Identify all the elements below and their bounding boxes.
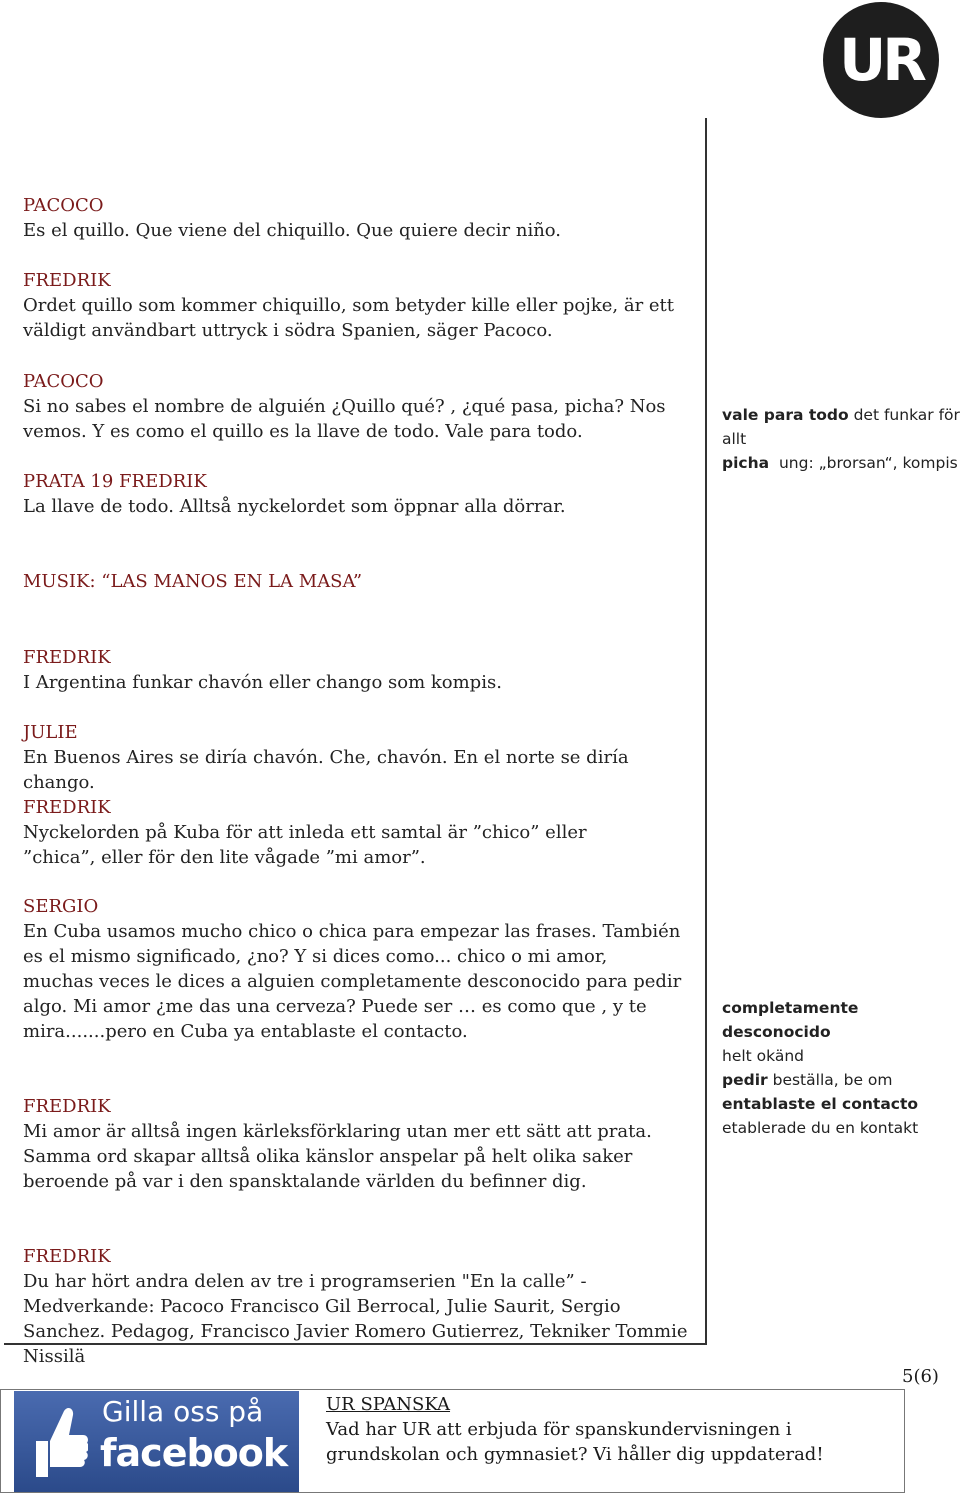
speaker-name: FREDRIK [23, 797, 111, 818]
glossary-box [722, 403, 960, 475]
ur-spanska-link[interactable]: UR SPANSKA [326, 1394, 451, 1415]
dialogue-text: Mi amor är alltså ingen kärleksförklaring utan mer ett sätt att prata. Samma ord skapar alltså olika känslor anspelar på helt olika saker beroende på var i den spansktalande världen du befinner dig. [23, 1121, 652, 1192]
gloss-meaning: ung: „brorsan“, kompis [778, 454, 958, 472]
gloss-meaning: helt okänd [722, 1047, 805, 1065]
dialogue-block [23, 369, 673, 444]
dialogue-block [23, 894, 683, 1044]
dialogue-text: Si no sabes el nombre de alguién ¿Quillo qué? , ¿qué pasa, picha? Nos vemos. Y es como el quillo es la llave de todo. Vale para todo. [23, 396, 666, 442]
dialogue-block [23, 268, 683, 343]
music-title: MUSIK: “LAS MANOS EN LA MASA” [23, 571, 363, 592]
dialogue-text: En Cuba usamos mucho chico o chica para empezar las frases. También es el mismo significado, ¿no? Y si dices como... chico o mi amor, muchas veces le dices a alguien completamente desconocido para pedir algo. Mi amor ¿me das una cerveza? Puede ser … es como que , y te mira.......pero en Cuba ya entablaste el contacto. [23, 921, 682, 1042]
gloss-meaning: etablerade du en kontakt [722, 1119, 919, 1137]
speaker-name: PACOCO [23, 371, 104, 392]
speaker-name: FREDRIK [23, 270, 111, 291]
speaker-name: FREDRIK [23, 647, 111, 668]
dialogue-block [23, 469, 703, 519]
logo-text: UR [839, 26, 923, 94]
facebook-wordmark: facebook [100, 1431, 288, 1475]
dialogue-block [23, 1244, 698, 1369]
dialogue-block [23, 1094, 663, 1194]
footer-text [326, 1392, 886, 1467]
gloss-term: pedir [722, 1071, 768, 1089]
gloss-term: picha [722, 454, 770, 472]
dialogue-block [23, 795, 663, 870]
speaker-name: PRATA 19 FREDRIK [23, 471, 207, 492]
dialogue-text: Du har hört andra delen av tre i programserien "En la calle” - Medverkande: Pacoco Francisco Gil Berrocal, Julie Saurit, Sergio Sanchez. Pedagog, Francisco Javier Romero Gutierrez, Tekniker Tommie Nissilä [23, 1271, 688, 1367]
gloss-entry [722, 403, 960, 451]
gloss-term: entablaste el contacto [722, 1095, 919, 1113]
dialogue-block [23, 720, 703, 795]
speaker-name: PACOCO [23, 195, 104, 216]
glossary-box [722, 996, 960, 1140]
gloss-entry [722, 1068, 960, 1092]
ur-logo [823, 2, 939, 118]
footer-description: Vad har UR att erbjuda för spanskundervisningen i grundskolan och gymnasiet? Vi håller dig uppdaterad! [326, 1419, 824, 1465]
gloss-term: completamente desconocido [722, 999, 859, 1041]
dialogue-text: Es el quillo. Que viene del chiquillo. Que quiere decir niño. [23, 220, 562, 241]
gloss-meaning: det funkar för allt [722, 406, 960, 448]
gloss-entry [722, 451, 960, 475]
music-cue [23, 569, 703, 594]
page-number: 5(6) [902, 1366, 939, 1387]
facebook-like-text: Gilla oss på [102, 1395, 264, 1428]
dialogue-text: En Buenos Aires se diría chavón. Che, chavón. En el norte se diría chango. [23, 747, 629, 793]
speaker-name: FREDRIK [23, 1096, 111, 1117]
speaker-name: FREDRIK [23, 1246, 111, 1267]
dialogue-text: Nyckelorden på Kuba för att inleda ett samtal är ”chico” eller ”chica”, eller för den lite vågade ”mi amor”. [23, 822, 587, 868]
speaker-name: SERGIO [23, 896, 99, 917]
dialogue-block [23, 193, 703, 243]
dialogue-text: La llave de todo. Alltså nyckelordet som öppnar alla dörrar. [23, 496, 566, 517]
dialogue-text: I Argentina funkar chavón eller chango som kompis. [23, 672, 502, 693]
dialogue-block [23, 645, 703, 695]
thumbs-up-icon [28, 1401, 88, 1483]
dialogue-text: Ordet quillo som kommer chiquillo, som betyder kille eller pojke, är ett väldigt användbart uttryck i södra Spanien, säger Pacoco. [23, 295, 675, 341]
facebook-banner[interactable] [14, 1391, 299, 1492]
speaker-name: JULIE [23, 722, 78, 743]
column-divider [705, 118, 707, 1344]
gloss-term: vale para todo [722, 406, 849, 424]
gloss-meaning: beställa, be om [772, 1071, 893, 1089]
